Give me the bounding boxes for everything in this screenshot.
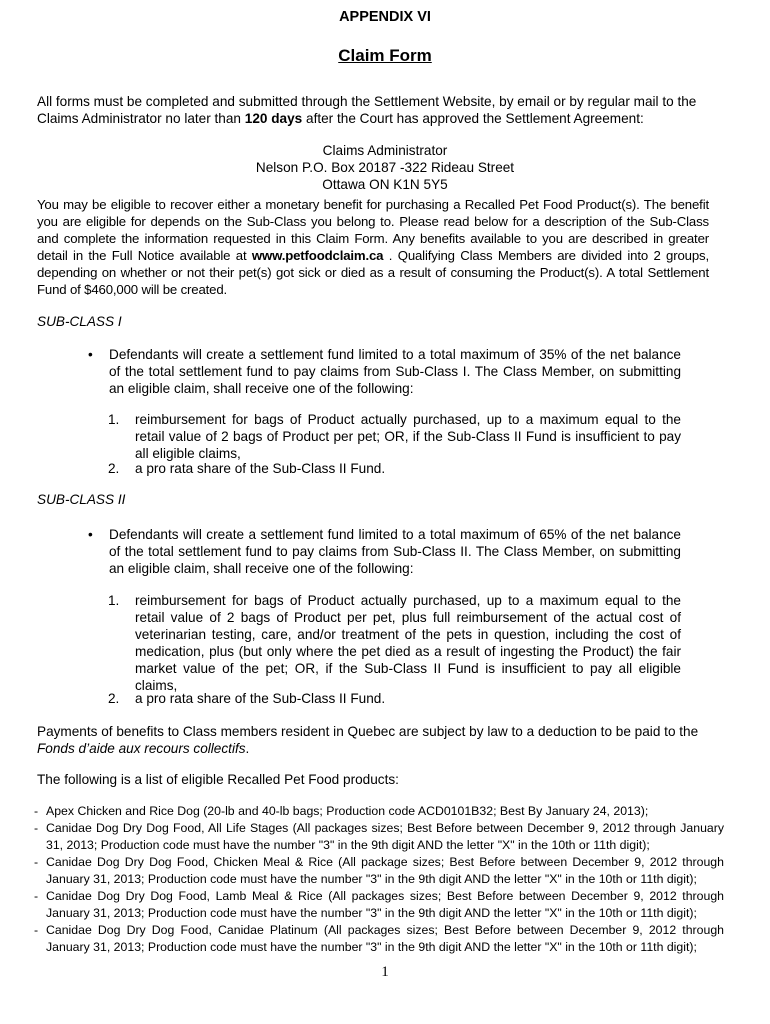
dash-marker: -: [34, 889, 39, 903]
product-text: Apex Chicken and Rice Dog (20-lb and 40-lb bags; Production code ACD0101B32; Best By January 24, 2013);: [46, 804, 649, 818]
website-link[interactable]: www.petfoodclaim.ca: [251, 248, 384, 263]
bullet-icon: •: [88, 527, 93, 542]
page-number: 1: [381, 964, 389, 980]
page-title: Claim Form: [338, 46, 432, 65]
subclass-1-heading: SUB-CLASS I: [37, 314, 122, 329]
intro-text: All forms must be completed and submitted through the Settlement Website, by email or by regular mail to the Claims Administrator no later than: [37, 94, 697, 126]
subclass-1-bullet: Defendants will create a settlement fund limited to a total maximum of 35% of the net balance of the total settlement fund to pay claims from Sub-Class I. The Class Member, on submitting an eligible claim, shall receive one of the following:: [109, 347, 681, 396]
dash-marker: -: [34, 855, 39, 869]
product-item: [34, 854, 724, 888]
dash-marker: -: [34, 821, 39, 835]
address-line-1: Claims Administrator: [322, 143, 448, 158]
product-item: [34, 820, 724, 854]
dash-marker: -: [34, 923, 39, 937]
address-line-3: Ottawa ON K1N 5Y5: [322, 177, 448, 192]
deadline-days: 120 days: [244, 111, 303, 126]
product-text: Canidae Dog Dry Dog Food, Chicken Meal & Rice (All package sizes; Best Before between December 9, 2012 through January 31, 2013; Production code must have the number "3" in the 9th digit AND the letter "X" in the 10th or 11th digit);: [46, 855, 724, 886]
subclass-1-item-1: reimbursement for bags of Product actually purchased, up to a maximum equal to the retail value of 2 bags of Product per pet; OR, if the Sub-Class II Fund is insufficient to pay all eligible claims,: [135, 412, 681, 461]
list-number: 1.: [108, 593, 120, 608]
quebec-end: .: [245, 741, 250, 756]
products-intro: The following is a list of eligible Recalled Pet Food products:: [37, 772, 399, 787]
product-item: [34, 922, 724, 956]
list-number: 2.: [108, 461, 120, 476]
quebec-text: Payments of benefits to Class members resident in Quebec are subject by law to a deduction to be paid to the: [37, 724, 699, 739]
product-text: Canidae Dog Dry Dog Food, All Life Stages (All packages sizes; Best Before between December 9, 2012 through January 31, 2013; Production code must have the number "3" in the 9th digit AND the letter "X" in the 10th or 11th digit);: [46, 821, 724, 852]
appendix-heading: APPENDIX VI: [339, 9, 431, 25]
subclass-2-bullet: Defendants will create a settlement fund limited to a total maximum of 65% of the net balance of the total settlement fund to pay claims from Sub-Class II. The Class Member, on submitting an eligible claim, shall receive one of the following:: [109, 527, 681, 576]
intro-paragraph: [37, 93, 709, 127]
eligibility-text: You may be eligible to recover either a monetary benefit for purchasing a Recalled Pet Food Product(s). The benefit you are eligible for depends on the Sub-Class you belong to. Please read below for a description of the Sub-Class and complete the information requested in this Claim Form. Any benefits available to you are described in greater detail in the Full Notice available at: [37, 197, 709, 263]
subclass-1-item-2: a pro rata share of the Sub-Class II Fund.: [135, 461, 386, 476]
product-text: Canidae Dog Dry Dog Food, Lamb Meal & Rice (All packages sizes; Best Before between December 9, 2012 through January 31, 2013; Production code must have the number "3" in the 9th digit AND the letter "X" in the 10th or 11th digit);: [46, 889, 724, 920]
address-line-2: Nelson P.O. Box 20187 -322 Rideau Street: [255, 160, 515, 175]
intro-text-end: after the Court has approved the Settlement Agreement:: [302, 111, 644, 126]
list-number: 1.: [108, 412, 120, 427]
fund-name: Fonds d’aide aux recours collectifs: [37, 741, 246, 756]
product-item: [34, 803, 724, 820]
product-text: Canidae Dog Dry Dog Food, Canidae Platinum (All packages sizes; Best Before between December 9, 2012 through January 31, 2013; Production code must have the number "3" in the 9th digit AND the letter "X" in the 10th or 11th digit);: [46, 923, 724, 954]
eligibility-paragraph: [37, 196, 709, 298]
product-item: [34, 888, 724, 922]
subclass-2-item-2: a pro rata share of the Sub-Class II Fund.: [135, 691, 386, 706]
dash-marker: -: [34, 804, 39, 818]
subclass-2-item-1: reimbursement for bags of Product actually purchased, up to a maximum equal to the retail value of 2 bags of Product per pet, plus full reimbursement of the actual cost of veterinarian testing, care, and/or treatment of the pets in question, including the cost of medication, plus (but only where the pet died as a result of ingesting the Product) the fair market value of the pet; OR, if the Sub-Class II Fund is insufficient to pay all eligible claims,: [135, 593, 681, 693]
subclass-2-heading: SUB-CLASS II: [37, 492, 126, 507]
bullet-icon: •: [88, 347, 93, 362]
eligibility-text-end: . Qualifying Class Members are divided into 2 groups, depending on whether or not their pet(s) got sick or died as a result of consuming the Product(s). A total Settlement Fund of $460,000 will be created.: [37, 248, 709, 297]
list-number: 2.: [108, 691, 120, 706]
quebec-paragraph: [37, 723, 709, 757]
